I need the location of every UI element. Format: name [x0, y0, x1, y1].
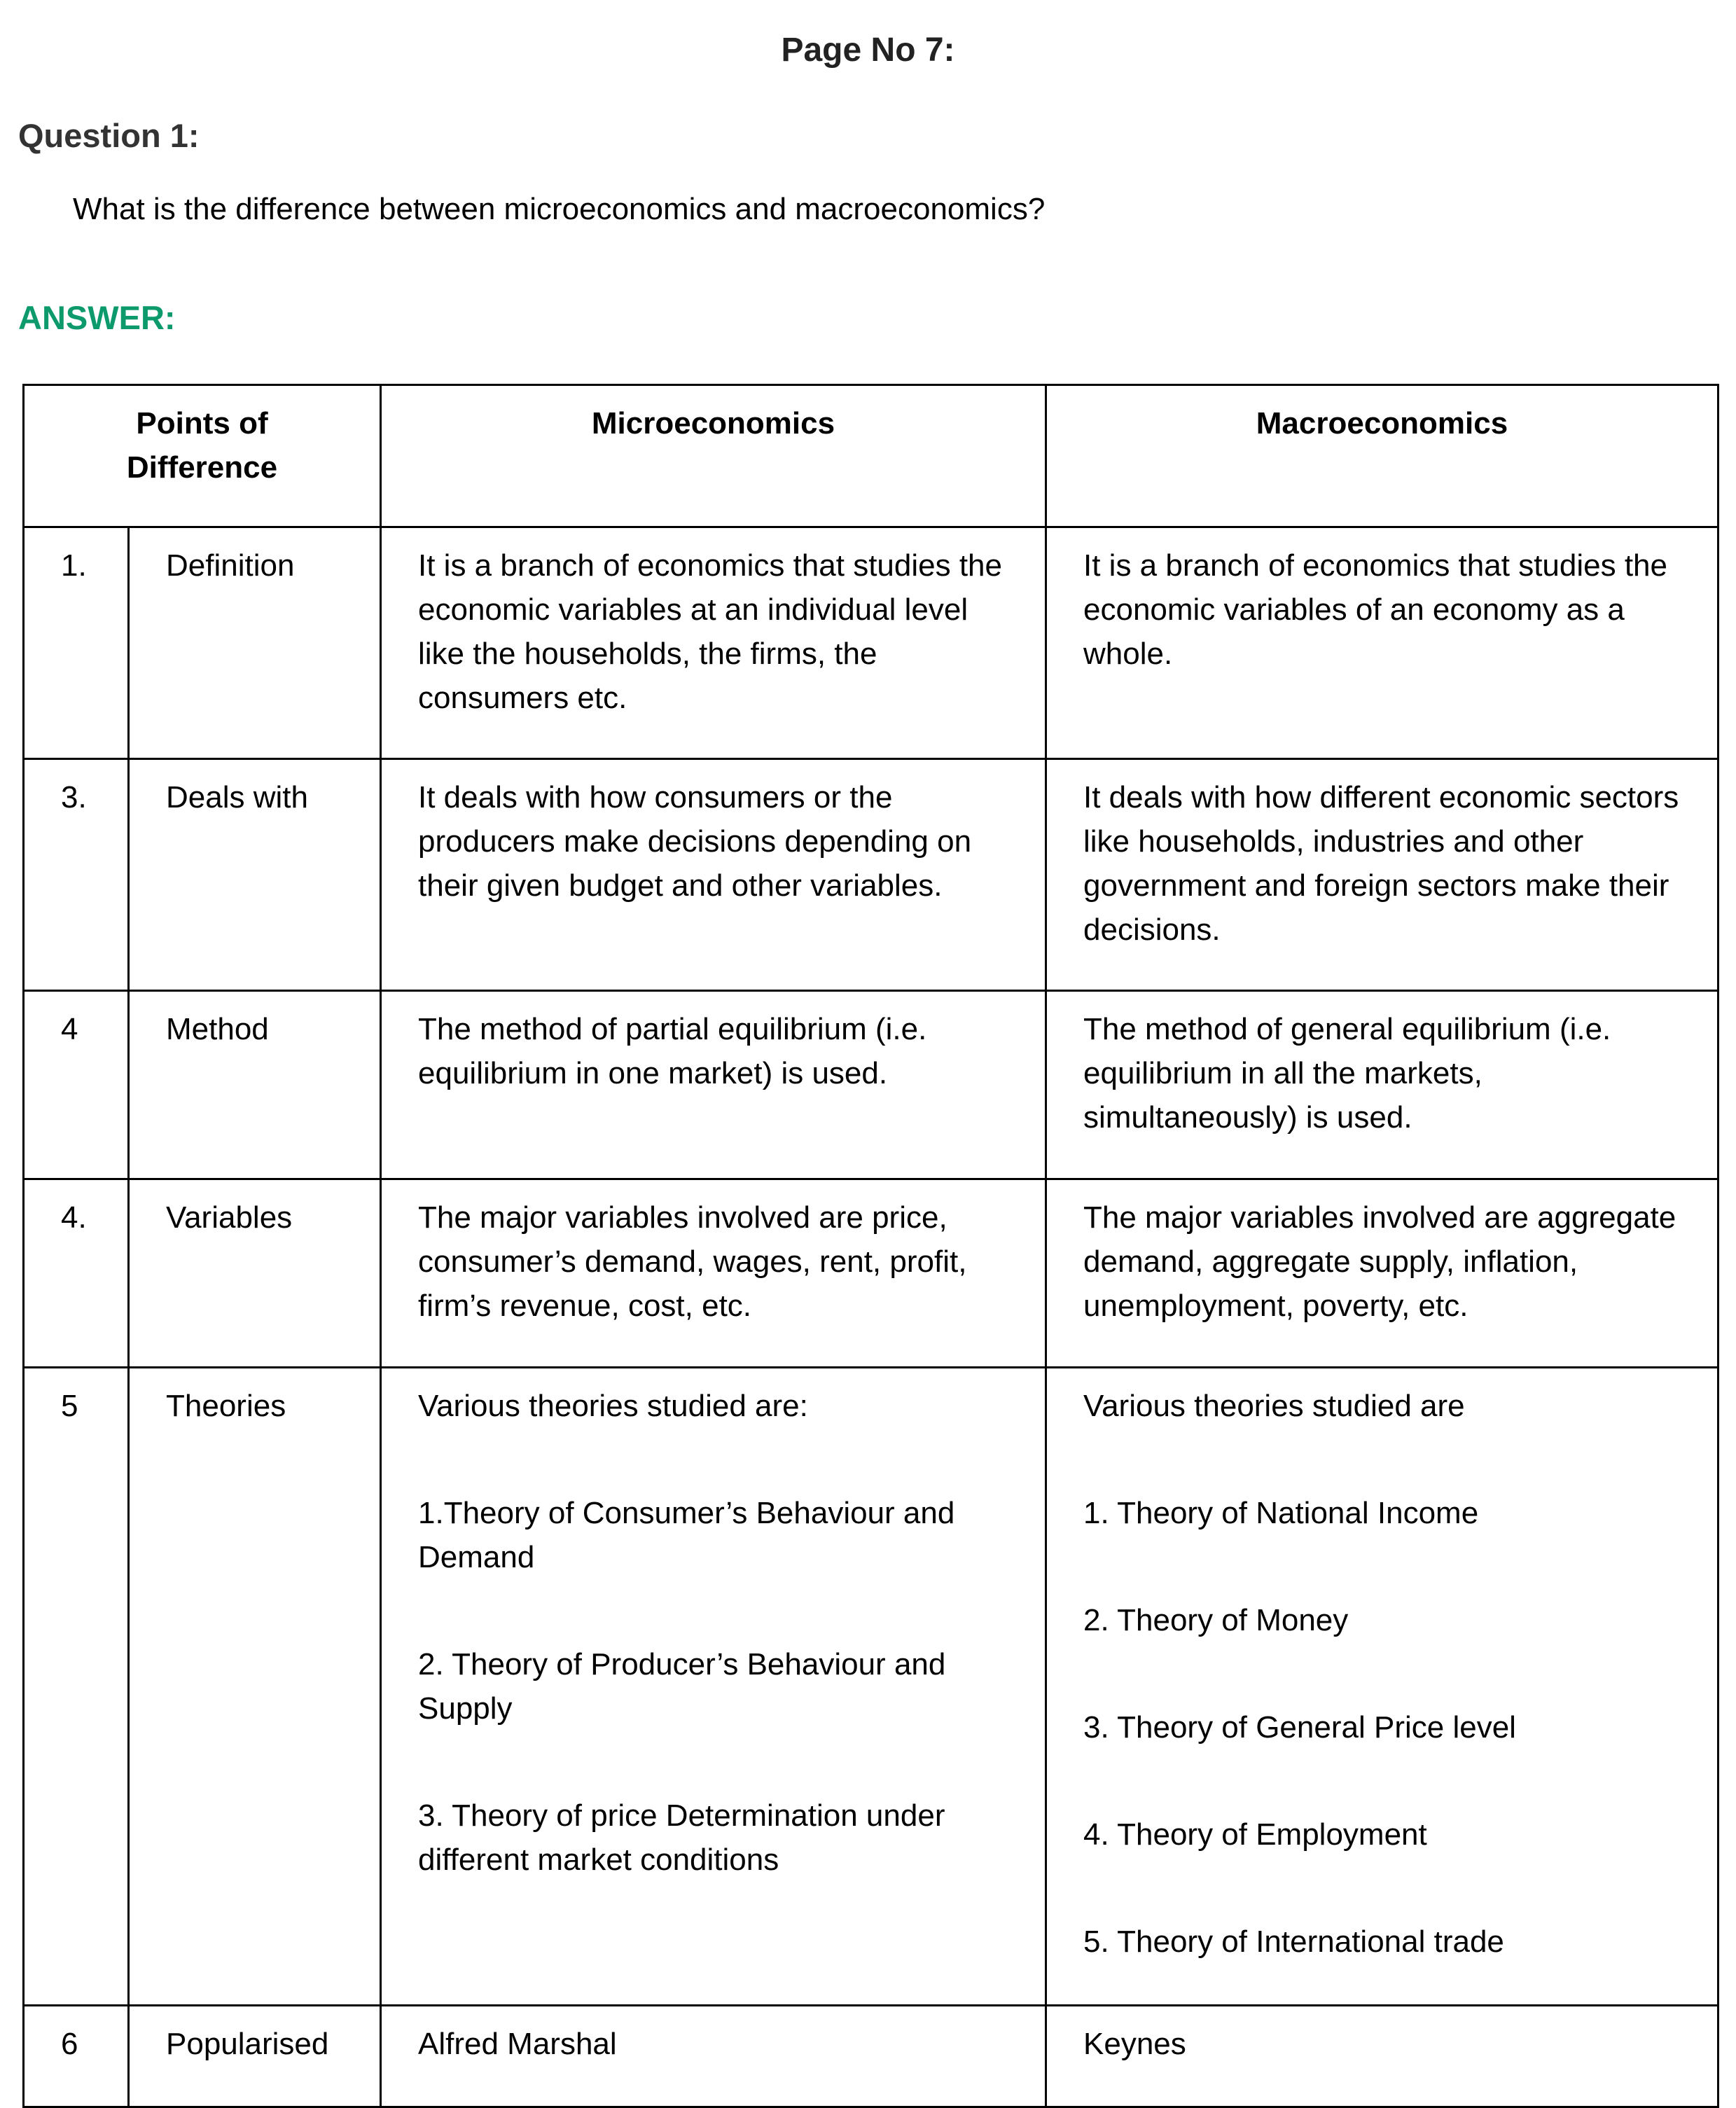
cell-paragraph: 1. Theory of National Income: [1083, 1496, 1479, 1530]
cell-macro: [1046, 759, 1718, 991]
table-row: [24, 1179, 1718, 1368]
cell-paragraph: It is a branch of economics that studies the economic variables at an individual level like the households, the firms, the consumers etc.: [418, 548, 1003, 715]
header-macro: Macroeconomics: [1046, 385, 1718, 527]
question-label: Question 1:: [18, 117, 200, 154]
cell-paragraph: Various theories studied are: [1083, 1389, 1465, 1423]
cell-paragraph: Various theories studied are:: [418, 1389, 808, 1423]
cell-micro: [381, 2006, 1046, 2107]
header-micro: Microeconomics: [381, 385, 1046, 527]
row-point: Variables: [129, 1179, 381, 1368]
row-number: 4: [24, 991, 129, 1179]
table-row: [24, 991, 1718, 1179]
comparison-table: [22, 384, 1719, 2108]
cell-paragraph: It is a branch of economics that studies the economic variables of an economy as a whole.: [1083, 548, 1668, 671]
answer-label: ANSWER:: [18, 299, 176, 336]
table-row: [24, 1368, 1718, 2006]
question-text: What is the difference between microeconomics and macroeconomics?: [73, 192, 1046, 226]
page-title: Page No 7:: [781, 32, 955, 69]
cell-macro: [1046, 527, 1718, 759]
cell-micro: [381, 1179, 1046, 1368]
cell-paragraph: 3. Theory of price Determination under different market conditions: [418, 1798, 945, 1877]
cell-micro: [381, 991, 1046, 1179]
cell-paragraph: The major variables involved are price, consumer’s demand, wages, rent, profit, firm’s revenue, cost, etc.: [418, 1200, 967, 1323]
row-number: 3.: [24, 759, 129, 991]
cell-macro: [1046, 2006, 1718, 2107]
cell-paragraph: It deals with how consumers or the producers make decisions depending on their given budget and other variables.: [418, 780, 972, 903]
cell-paragraph: 2. Theory of Producer’s Behaviour and Supply: [418, 1647, 946, 1726]
cell-paragraph: Alfred Marshal: [418, 2027, 617, 2061]
cell-micro: [381, 1368, 1046, 2006]
cell-paragraph: 1.Theory of Consumer’s Behaviour and Demand: [418, 1496, 955, 1574]
cell-paragraph: 2. Theory of Money: [1083, 1603, 1349, 1637]
row-number: 6: [24, 2006, 129, 2107]
cell-paragraph: 3. Theory of General Price level: [1083, 1710, 1516, 1745]
row-number: 5: [24, 1368, 129, 2006]
cell-paragraph: The method of partial equilibrium (i.e. equilibrium in one market) is used.: [418, 1012, 927, 1090]
table-header-row: [24, 385, 1718, 527]
row-point: Popularised: [129, 2006, 381, 2107]
row-point: Method: [129, 991, 381, 1179]
cell-paragraph: It deals with how different economic sectors like households, industries and other government and foreign sectors make their decisions.: [1083, 780, 1679, 947]
cell-paragraph: The method of general equilibrium (i.e. equilibrium in all the markets, simultaneously) is used.: [1083, 1012, 1611, 1135]
cell-paragraph: 5. Theory of International trade: [1083, 1925, 1504, 1959]
table-row: [24, 2006, 1718, 2107]
cell-macro: [1046, 1179, 1718, 1368]
header-points: Points of Difference: [24, 385, 381, 527]
row-number: 4.: [24, 1179, 129, 1368]
cell-paragraph: Keynes: [1083, 2027, 1186, 2061]
cell-paragraph: The major variables involved are aggregate demand, aggregate supply, inflation, unemployment, poverty, etc.: [1083, 1200, 1676, 1323]
cell-macro: [1046, 991, 1718, 1179]
row-number: 1.: [24, 527, 129, 759]
row-point: Deals with: [129, 759, 381, 991]
row-point: Theories: [129, 1368, 381, 2006]
row-point: Definition: [129, 527, 381, 759]
table-row: [24, 759, 1718, 991]
cell-paragraph: 4. Theory of Employment: [1083, 1817, 1427, 1852]
cell-macro: [1046, 1368, 1718, 2006]
cell-micro: [381, 759, 1046, 991]
table-row: [24, 527, 1718, 759]
cell-micro: [381, 527, 1046, 759]
